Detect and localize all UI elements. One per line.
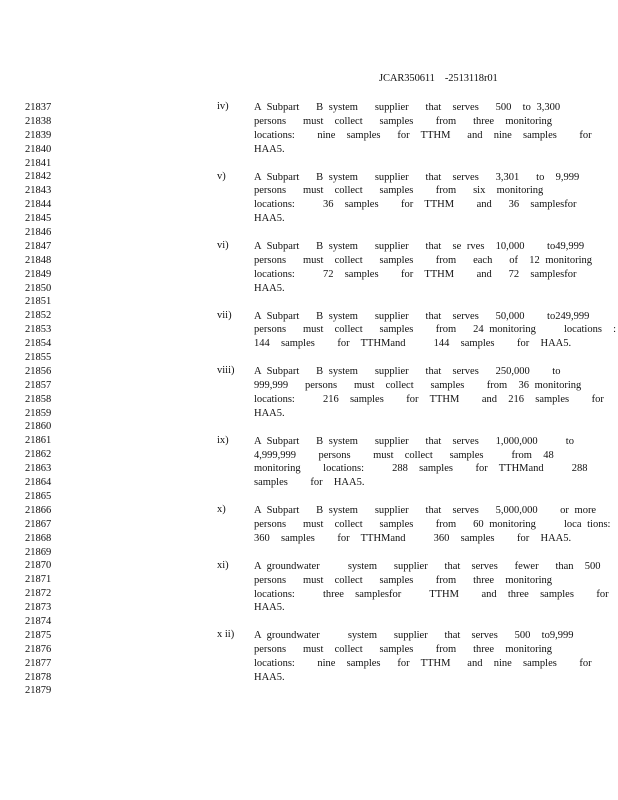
line-number: 21872 xyxy=(25,588,52,600)
line-number: 21878 xyxy=(25,671,52,683)
item-label: xi) xyxy=(217,559,229,571)
item-text-line: A Subpart B system supplier that serves 250,000 to xyxy=(254,366,561,378)
item-text-line: 144 samples for TTHMand 144 samples for HAA5. xyxy=(254,338,572,350)
item-text-line: persons must collect samples from each of 12 monitoring xyxy=(254,254,592,266)
item-text-line: A groundwater system supplier that serves 500 to9,999 xyxy=(254,630,574,642)
line-number: 21868 xyxy=(25,532,52,544)
line-number: 21862 xyxy=(25,449,52,461)
item-text-line: locations: three samplesfor TTHM and three samples for xyxy=(254,588,609,600)
item-text-line: 4,999,999 persons must collect samples from 48 xyxy=(254,449,554,461)
line-number: 21847 xyxy=(25,240,52,252)
line-number: 21865 xyxy=(25,490,52,502)
item-text-line: persons must collect samples from three monitoring xyxy=(254,574,552,586)
line-number: 21877 xyxy=(25,657,52,669)
line-number: 21860 xyxy=(25,421,52,433)
item-text-line: HAA5. xyxy=(254,213,285,225)
line-number: 21856 xyxy=(25,365,52,377)
item-text-line: locations: 72 samples for TTHM and 72 samplesfor xyxy=(254,268,577,280)
item-label: x ii) xyxy=(217,629,235,641)
item-text-line: locations: nine samples for TTHM and nine samples for xyxy=(254,129,592,141)
line-number: 21853 xyxy=(25,324,52,336)
item-text-line: locations: nine samples for TTHM and nine samples for xyxy=(254,658,592,669)
item-text-line: locations: 36 samples for TTHM and 36 samplesfor xyxy=(254,199,577,211)
item-text-line: A groundwater system supplier that serves fewer than 500 xyxy=(254,560,601,572)
item-label: vi) xyxy=(217,240,229,251)
line-number: 21845 xyxy=(25,213,52,225)
item-label: ix) xyxy=(217,434,229,446)
line-number: 21848 xyxy=(25,254,52,266)
line-number: 21846 xyxy=(25,227,52,239)
item-text-line: HAA5. xyxy=(254,282,285,294)
item-text-line: HAA5. xyxy=(254,602,285,614)
item-text-line: HAA5. xyxy=(254,671,285,683)
item-label: vii) xyxy=(217,309,232,321)
line-number: 21855 xyxy=(25,352,52,364)
line-number: 21876 xyxy=(25,643,52,655)
item-text-line: A Subpart B system supplier that serves 3,301 to 9,999 xyxy=(254,171,580,183)
item-label: v) xyxy=(217,170,226,182)
line-number: 21844 xyxy=(25,199,52,211)
line-number: 21854 xyxy=(25,338,52,350)
line-number: 21851 xyxy=(25,296,52,308)
line-number: 21857 xyxy=(25,379,52,391)
item-text-line: HAA5. xyxy=(254,407,285,419)
line-numbers-column xyxy=(25,101,51,698)
item-label: x) xyxy=(217,504,226,516)
line-number: 21841 xyxy=(25,157,52,169)
item-label: viii) xyxy=(217,365,235,377)
item-text-line: HAA5. xyxy=(254,143,285,155)
item-text-line: A Subpart B system supplier that serves 5,000,000 or more xyxy=(254,505,597,517)
line-number: 21873 xyxy=(25,602,52,614)
item-text-line: samples for HAA5. xyxy=(254,477,365,489)
item-text-line: persons must collect samples from three monitoring xyxy=(254,115,552,127)
line-number: 21869 xyxy=(25,546,52,558)
item-text-line: 999,999 persons must collect samples from 36 monitoring xyxy=(254,380,582,391)
item-text-line: persons must collect samples from 60 monitoring loca tions: xyxy=(254,519,611,530)
line-number: 21852 xyxy=(25,310,52,322)
item-text-line: A Subpart B system supplier that serves 1,000,000 to xyxy=(254,435,574,447)
document-id-header: JCAR350611 -2513118r01 xyxy=(379,73,498,84)
item-text-line: monitoring locations: 288 samples for TTHMand 288 xyxy=(254,463,588,475)
line-number: 21850 xyxy=(25,282,52,294)
line-number: 21874 xyxy=(25,615,52,627)
item-text-line: A Subpart B system supplier that serves 50,000 to249,999 xyxy=(254,310,590,322)
line-number: 21863 xyxy=(25,463,52,475)
line-number: 21879 xyxy=(25,685,52,697)
line-number: 21842 xyxy=(25,171,52,183)
line-number: 21867 xyxy=(25,518,52,530)
item-text-line: A Subpart B system supplier that serves 500 to 3,300 xyxy=(254,102,561,113)
item-text-line: persons must collect samples from 24 monitoring locations : xyxy=(254,324,617,336)
line-number: 21840 xyxy=(25,143,52,155)
item-text-line: persons must collect samples from three monitoring xyxy=(254,644,552,656)
item-label: iv) xyxy=(217,101,229,112)
line-number: 21871 xyxy=(25,574,52,586)
line-number: 21843 xyxy=(25,185,52,197)
item-text-line: A Subpart B system supplier that se rves 10,000 to49,999 xyxy=(254,241,585,252)
line-number: 21859 xyxy=(25,407,52,419)
line-number: 21866 xyxy=(25,504,52,516)
line-number: 21849 xyxy=(25,268,52,280)
line-number: 21839 xyxy=(25,129,52,141)
item-text-line: locations: 216 samples for TTHM and 216 samples for xyxy=(254,393,604,405)
item-text-line: 360 samples for TTHMand 360 samples for HAA5. xyxy=(254,532,572,544)
line-number: 21870 xyxy=(25,560,52,572)
line-number: 21875 xyxy=(25,629,52,641)
item-text-line: persons must collect samples from six monitoring xyxy=(254,185,544,197)
line-number: 21837 xyxy=(25,102,52,113)
line-number: 21864 xyxy=(25,477,52,489)
line-number: 21861 xyxy=(25,435,52,447)
line-number: 21858 xyxy=(25,393,52,405)
line-number: 21838 xyxy=(25,115,52,127)
